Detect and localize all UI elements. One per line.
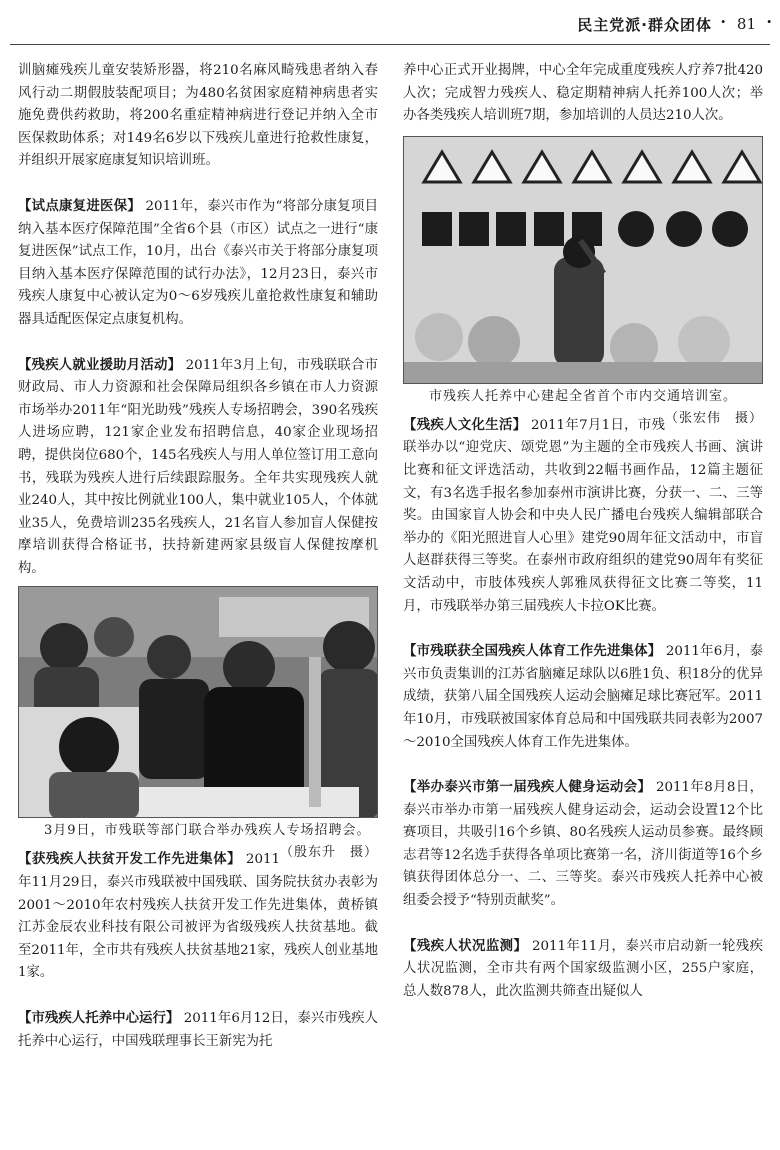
section-heading: 残疾人状况监测	[416, 938, 514, 954]
photo-credit: （张宏伟 摄）	[664, 410, 763, 426]
section-heading: 试点康复进医保	[31, 198, 128, 214]
traffic-training-photo-image	[404, 137, 763, 384]
page-number: 81	[736, 15, 756, 33]
article-section: 【残疾人就业援助月活动】 2011年3月上旬，市残联联合市财政局、市人力资源和社会保障局组织各乡镇在市人力资源市场举办2011年“阳光助残”残疾人专场招聘会，390名残疾人进场应聘，121家企业发布招聘信息，40家企业现场招聘，提供岗位680个，145名残疾人与用人单位签订用工意向书，残联为残疾人进行后续跟踪服务。全年共实现残疾人就业240人，其中按比例就业100人，集中就业105人，个体就业35人，免费培训235名残疾人，21名盲人参加盲人保健按摩培训获得合格证书，扶持新建两家县级盲人保健按摩机构。	[18, 356, 379, 576]
article-section: 【市残联获全国残疾人体育工作先进集体】 2011年6月，泰兴市负责集训的江苏省脑瘫足球队以6胜1负、积18分的优异成绩，获第八届全国残疾人运动会脑瘫足球比赛冠军。2011年10月，市残联被国家体育总局和中国残联共同表彰为2007～2010全国残疾人体育工作先进集体。	[403, 643, 764, 750]
article-section: 【获残疾人扶贫开发工作先进集体】 2011年11月29日，泰兴市残联被中国残联、国务院扶贫办表彰为2001～2010年农村残疾人扶贫开发工作先进集体，黄桥镇江苏金辰农业科技有限公司被评为省级残疾人扶贫基地。截至2011年，全市共有残疾人扶贫基地21家，残疾人创业基地1家。	[18, 851, 378, 981]
caption-text: 市残疾人托养中心建起全省首个市内交通培训室。	[429, 388, 738, 404]
section-title: 民主党派·群众团体	[577, 16, 712, 34]
traffic-training-photo	[403, 136, 763, 384]
continued-paragraph: 养中心正式开业揭牌，中心全年完成重度残疾人疗养7批420人次；完成智力残疾人、稳定期精神病人托养100人次；举办各类残疾人培训班7期，参加培训的人员达210人次。	[403, 63, 763, 124]
article-section: 【残疾人状况监测】 2011年11月，泰兴市启动新一轮残疾人状况监测，全市共有两个国家级监测小区，255户家庭，总人数878人，此次监测共筛查出疑似人	[403, 937, 764, 999]
section-heading: 举办泰兴市第一届残疾人健身运动会	[416, 780, 638, 796]
section-heading: 市残疾人托养中心运行	[31, 1011, 166, 1027]
section-heading: 残疾人就业援助月活动	[31, 357, 168, 373]
job-fair-photo-image	[19, 587, 378, 818]
page-header	[0, 0, 780, 42]
section-heading: 市残联获全国残疾人体育工作先进集体	[416, 644, 648, 660]
article-section: 【残疾人文化生活】 2011年7月1日，市残联举办以“迎党庆、颂党恩”为主题的全市残疾人书画、演讲比赛和征文评选活动，共收到22幅书画作品，12篇主题征文，有3名选手报名参加泰州市演讲比赛，分获一、二、三等奖。由国家盲人协会和中央人民广播电台残疾人编辑部联合举办的《阳光照进盲人心里》建党90周年征文活动中，市盲人赵群获得三等奖。在泰州市政府组织的建党90周年有奖征文活动中，市肢体残疾人郭雅凤获得征文比赛二等奖，11月，市残联举办第三届残疾人卡拉OK比赛。	[403, 416, 763, 614]
section-body: 2011年11月，泰兴市启动新一轮残疾人状况监测，全市共有两个国家级监测小区，255户家庭，总人数878人，此次监测共筛查出疑似人	[403, 938, 764, 999]
section-heading: 获残疾人扶贫开发工作先进集体	[31, 852, 228, 868]
header-bullet: ·	[766, 12, 772, 31]
right-column	[403, 60, 763, 1003]
header-rule	[10, 44, 770, 45]
section-body: 2011年11月29日，泰兴市残联被中国残联、国务院扶贫办表彰为2001～2010年农村残疾人扶贫开发工作先进集体，黄桥镇江苏金辰农业科技有限公司被评为省级残疾人扶贫基地。截至2011年，全市共有残疾人扶贫基地21家，残疾人创业基地1家。	[18, 852, 378, 981]
section-body: 2011年6月，泰兴市负责集训的江苏省脑瘫足球队以6胜1负、积18分的优异成绩，获第八届全国残疾人运动会脑瘫足球比赛冠军。2011年10月，市残联被国家体育总局和中国残联共同表彰为2007～2010全国残疾人体育工作先进集体。	[403, 644, 764, 750]
article-section: 【举办泰兴市第一届残疾人健身运动会】 2011年8月8日，泰兴市举办市第一届残疾人健身运动会，运动会设置12个比赛项目，共吸引16个乡镇、80名残疾人运动员参赛。最终顾志君等12名选手获得各单项比赛第一名，济川街道等16个乡镇获得团体总分一、二、三等奖。泰兴市残疾人托养中心被组委会授予“特别贡献奖”。	[403, 779, 764, 909]
section-body: 2011年6月12日，泰兴市残疾人托养中心运行，中国残联理事长王新宪为托	[18, 1011, 379, 1049]
section-body: 2011年，泰兴市作为“将部分康复项目纳入基本医疗保障范围”全省6个县（市区）试点之一进行“康复进医保”试点工作，10月，出台《泰兴市关于将部分康复项目纳入基本医疗保障范围的试行办法》，12月23日，泰兴市残疾人康复中心被认定为0～6岁残疾儿童抢救性康复和辅助器具适配医保定点康复机构。	[18, 198, 379, 327]
header-bullet: ·	[720, 12, 726, 31]
caption-text: 3月9日，市残联等部门联合举办残疾人专场招聘会。	[44, 823, 371, 839]
section-body: 2011年8月8日，泰兴市举办市第一届残疾人健身运动会，运动会设置12个比赛项目，共吸引16个乡镇、80名残疾人运动员参赛。最终顾志君等12名选手获得各单项比赛第一名，济川街道等16个乡镇获得团体总分一、二、三等奖。泰兴市残疾人托养中心被组委会授予“特别贡献奖”。	[403, 780, 764, 909]
left-column	[18, 60, 378, 1053]
section-body: 2011年7月1日，市残联举办以“迎党庆、颂党恩”为主题的全市残疾人书画、演讲比赛和征文评选活动，共收到22幅书画作品，12篇主题征文，有3名选手报名参加泰州市演讲比赛，分获一、二、三等奖。由国家盲人协会和中央人民广播电台残疾人编辑部联合举办的《阳光照进盲人心里》建党90周年征文活动中，市盲人赵群获得三等奖。在泰州市政府组织的建党90周年有奖征文活动中，市肢体残疾人郭雅凤获得征文比赛二等奖，11月，市残联举办第三届残疾人卡拉OK比赛。	[403, 417, 763, 614]
photo-credit: （殷东升 摄）	[279, 845, 378, 861]
job-fair-photo	[18, 586, 378, 818]
article-section: 【市残疾人托养中心运行】 2011年6月12日，泰兴市残疾人托养中心运行，中国残联理事长王新宪为托	[18, 1010, 379, 1049]
section-body: 2011年3月上旬，市残联联合市财政局、市人力资源和社会保障局组织各乡镇在市人力资源市场举办2011年“阳光助残”残疾人专场招聘会，390名残疾人进场应聘，121家企业发布招聘信息，40家企业现场招聘，提供岗位680个，145名残疾人与用人单位签订用工意向书，残联为残疾人进行后续跟踪服务。全年共实现残疾人就业240人，其中按比例就业100人，集中就业105人，个体就业35人，免费培训235名残疾人，21名盲人参加盲人保健按摩培训获得合格证书，扶持新建两家县级盲人保健按摩机构。	[18, 357, 379, 576]
article-section: 【试点康复进医保】 2011年，泰兴市作为“将部分康复项目纳入基本医疗保障范围”全省6个县（市区）试点之一进行“康复进医保”试点工作，10月，出台《泰兴市关于将部分康复项目纳入基本医疗保障范围的试行办法》，12月23日，泰兴市残疾人康复中心被认定为0～6岁残疾儿童抢救性康复和辅助器具适配医保定点康复机构。	[18, 197, 379, 327]
section-heading: 残疾人文化生活	[416, 417, 513, 433]
continued-paragraph: 训脑瘫残疾儿童安装矫形器，将210名麻风畸残患者纳入春风行动二期假肢装配项目；为480名贫困家庭精神病患者实施免费供药救助，将200名重症精神病进行登记并纳入全市医保救助体系；对149名6岁以下残疾儿童进行抢救性康复，并组织开展家庭康复知识培训班。	[18, 63, 378, 169]
